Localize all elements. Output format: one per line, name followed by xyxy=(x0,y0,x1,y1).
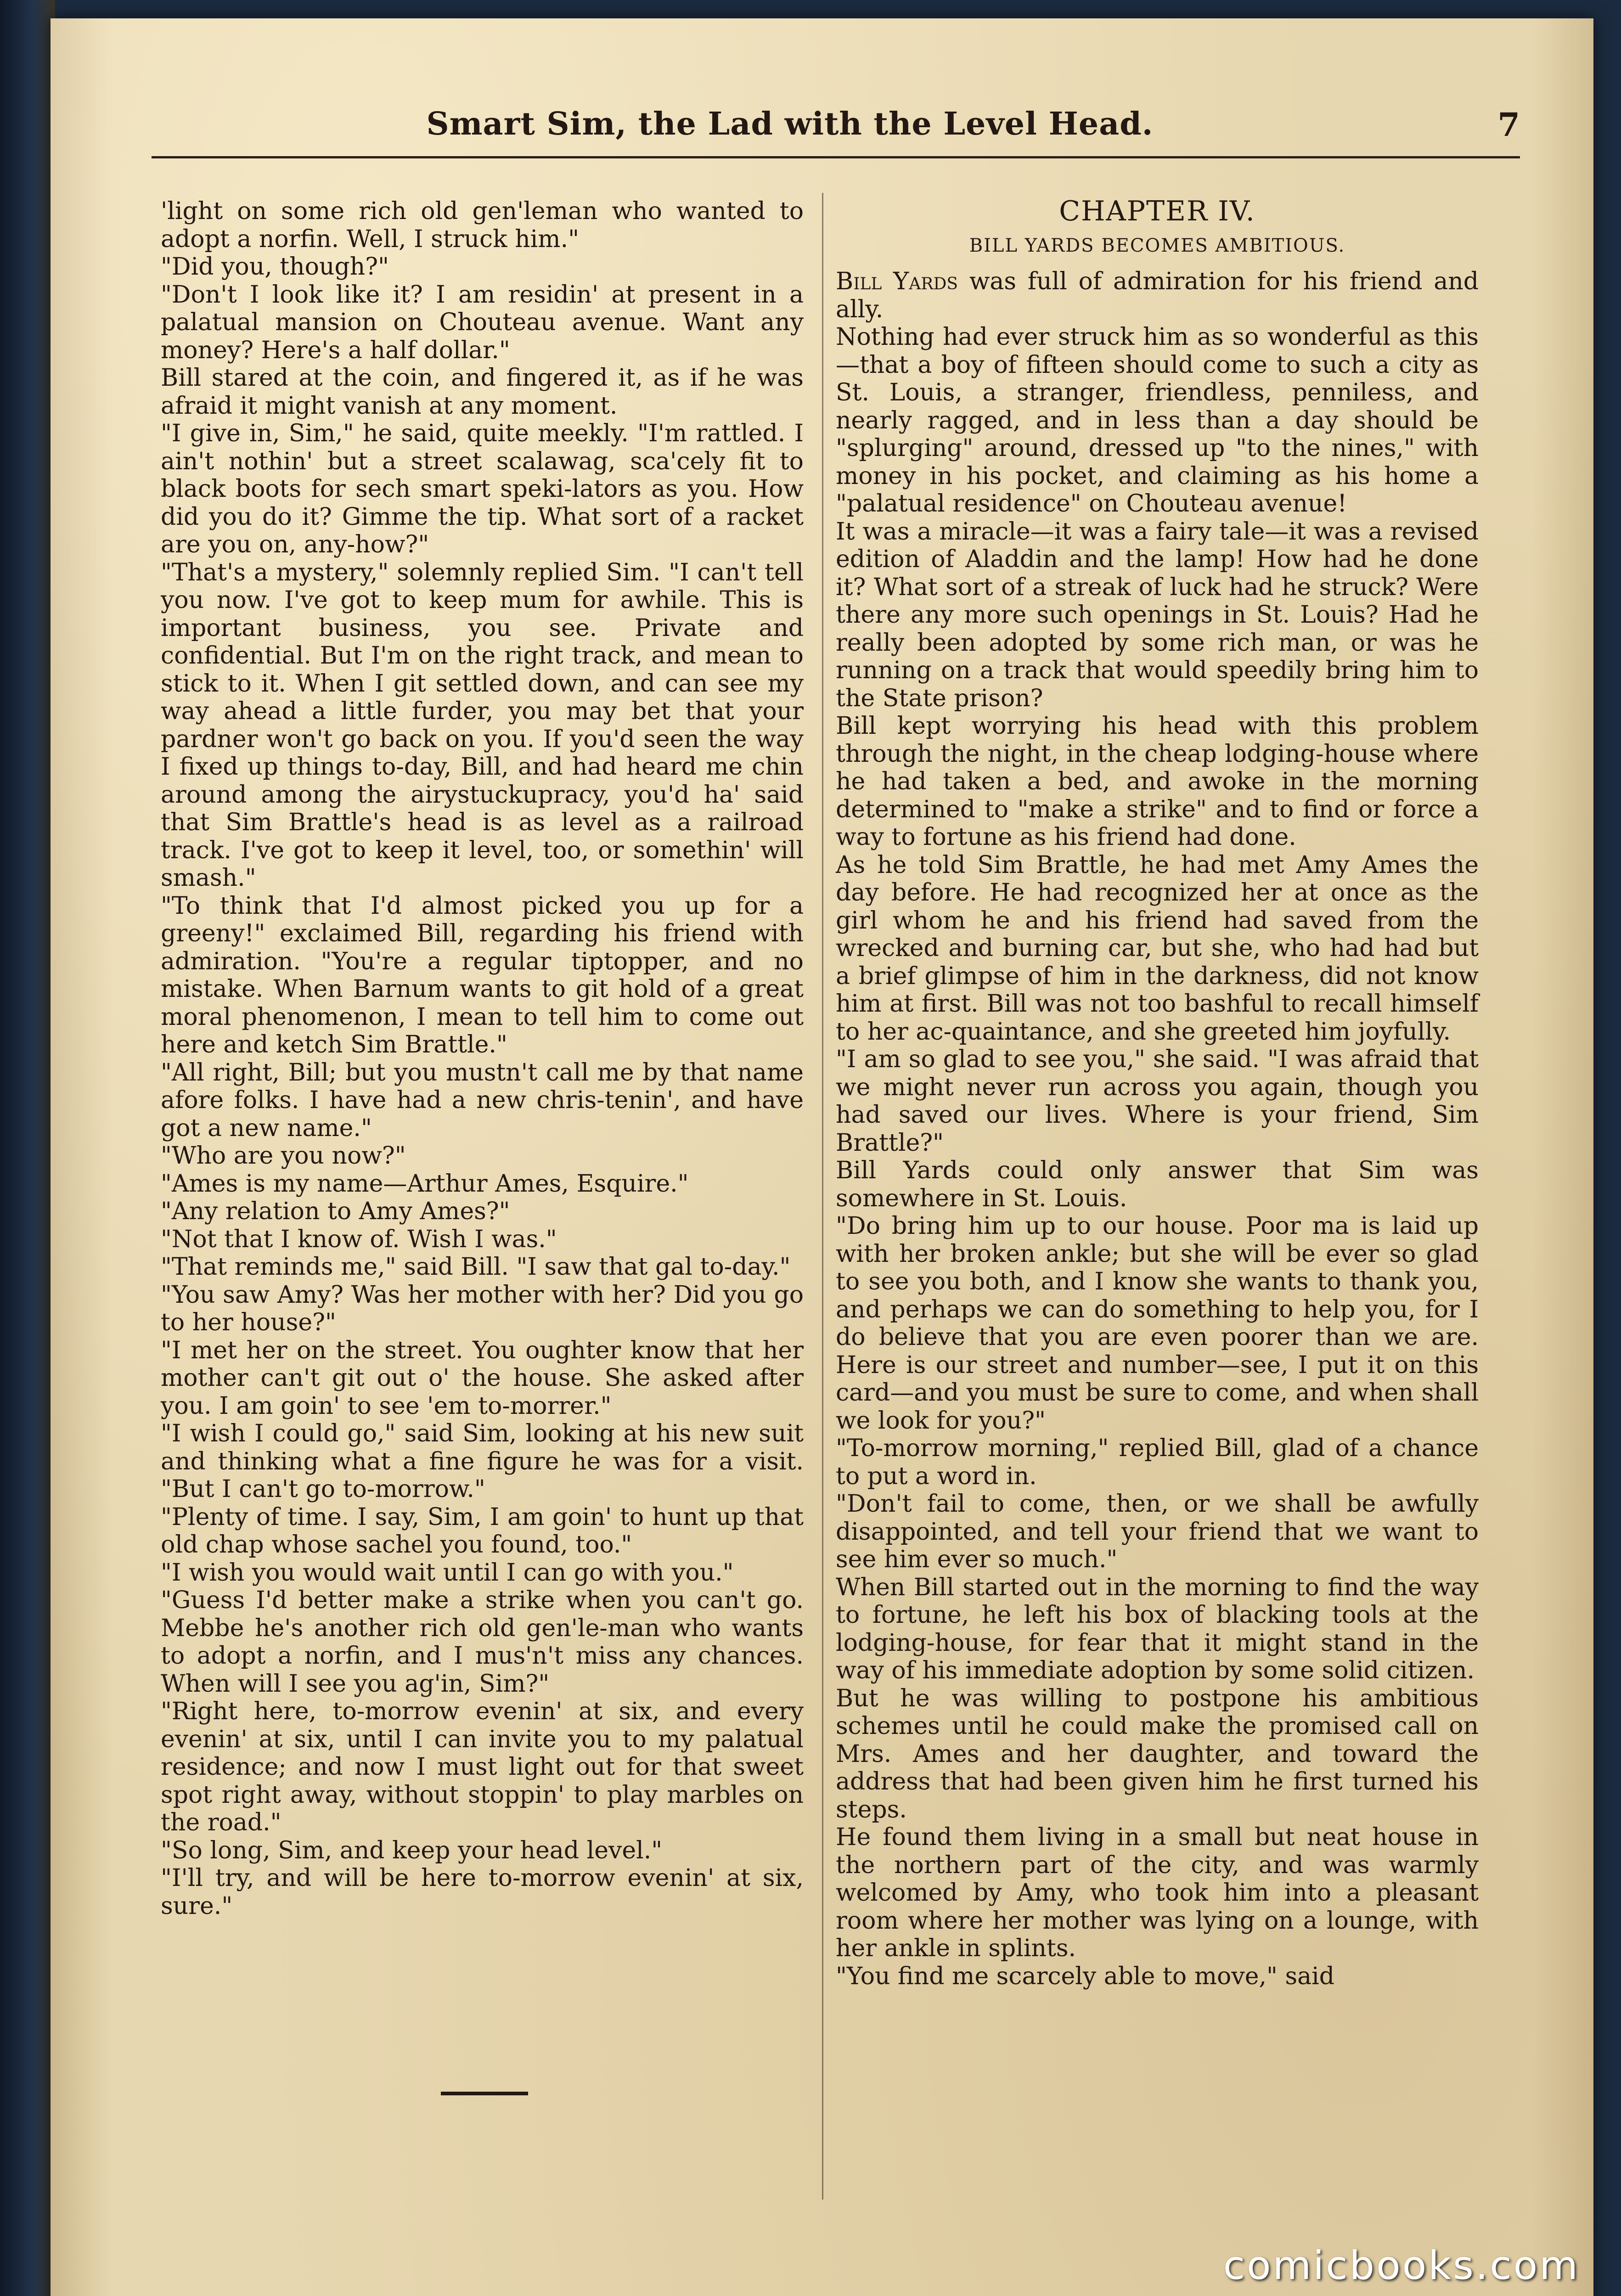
paragraph: "Guess I'd better make a strike when you can't go. Mebbe he's another rich old gen'le-man who wants to adopt a norfin, and I mus'n't miss any chances. When will I see you ag'in, Sim?" xyxy=(161,1587,804,1698)
paragraph: "Not that I know of. Wish I was." xyxy=(161,1225,557,1253)
paragraph: When Bill started out in the morning to find the way to fortune, he left his box of blacking tools at the lodging-house, for fear that it might stand in the way of his immediate adoption by some solid citizen. xyxy=(836,1573,1479,1684)
paragraph: "Any relation to Amy Ames?" xyxy=(161,1198,510,1225)
paragraph: "I'll try, and will be here to-morrow evenin' at six, sure." xyxy=(161,1864,804,1920)
paragraph: "That's a mystery," solemnly replied Sim. "I can't tell you now. I've got to keep mum for awhile. This is important business, you see. Private and confidential. But I'm on the right track, and mean to stick to it. When I git settled down, and can see my way ahead a little furder, you may bet that your pardner won't go back on you. If you'd seen the way I fixed up things to-day, Bill, and had heard me chin around among the airystuckupracy, you'd ha' said that Sim Brattle's head is as level as a railroad track. I've got to keep it level, too, or somethin' will smash." xyxy=(161,558,804,892)
book-binding xyxy=(0,0,55,2296)
paragraph: "To-morrow morning," replied Bill, glad of a chance to put a word in. xyxy=(836,1435,1479,1490)
page-header xyxy=(152,92,1520,161)
paragraph: Bill kept worrying his head with this problem through the night, in the cheap lodging-house where he had taken a bed, and awoke in the morning determined to "make a strike" and to find or force a way to fortune as his friend had done. xyxy=(836,712,1479,851)
paragraph: As he told Sim Brattle, he had met Amy Ames the day before. He had recognized her at once as the girl whom he and his friend had saved from the wrecked and burning car, but she, who had had but a brief glimpse of him in the darkness, did not know him at first. Bill was not too bashful to recall himself to her ac-quaintance, and she greeted him joyfully. xyxy=(836,851,1479,1046)
column-divider xyxy=(822,193,823,2200)
paragraph: Bill stared at the coin, and fingered it, as if he was afraid it might vanish at any moment. xyxy=(161,364,804,420)
paragraph: "Don't I look like it? I am residin' at present in a palatual mansion on Chouteau avenue. Want any money? Here's a half dollar." xyxy=(161,281,804,364)
paragraph: "Right here, to-morrow evenin' at six, and every evenin' at six, until I can invite you to my palatual residence; and now I must light out for that sweet spot right away, without stoppin' to play marbles on the road." xyxy=(161,1698,804,1836)
running-title: Smart Sim, the Lad with the Level Head. xyxy=(426,106,1154,142)
paragraph: "Who are you now?" xyxy=(161,1142,406,1170)
paragraph: "I am so glad to see you," she said. "I was afraid that we might never run across you again, though you had saved our lives. Where is your friend, Sim Brattle?" xyxy=(836,1046,1479,1157)
paragraph: He found them living in a small but neat house in the northern part of the city, and was warmly welcomed by Amy, who took him into a pleasant room where her mother was lying on a lounge, with her ankle in splints. xyxy=(836,1823,1479,1962)
site-watermark: comicbooks.com xyxy=(1223,2243,1580,2289)
chapter-lead-text: was full of admiration for his friend and ally. xyxy=(836,268,1479,323)
section-end-rule xyxy=(441,2092,528,2095)
paragraph: "That reminds me," said Bill. "I saw that gal to-day." xyxy=(161,1253,791,1281)
paragraph: "Plenty of time. I say, Sim, I am goin' to hunt up that old chap whose sachel you found, too." xyxy=(161,1503,804,1559)
paragraph: It was a miracle—it was a fairy tale—it was a revised edition of Aladdin and the lamp! How had he done it? What sort of a streak of luck had he struck? Were there any more such openings in St. Louis? Had he really been adopted by some rich man, or was he running on a track that would speedily bring him to the State prison? xyxy=(836,518,1479,712)
header-rule xyxy=(152,156,1520,158)
paragraph: "So long, Sim, and keep your head level." xyxy=(161,1836,663,1864)
page-number: 7 xyxy=(1497,106,1520,144)
paragraph: "I wish you would wait until I can go with you." xyxy=(161,1559,734,1587)
paragraph: 'light on some rich old gen'leman who wanted to adopt a norfin. Well, I struck him." xyxy=(161,197,804,253)
paragraph: Bill Yards could only answer that Sim was somewhere in St. Louis. xyxy=(836,1157,1479,1212)
paragraph: "You saw Amy? Was her mother with her? Did you go to her house?" xyxy=(161,1281,804,1336)
paragraph: Nothing had ever struck him as so wonderful as this—that a boy of fifteen should come to such a city as St. Louis, a stranger, friendless, penniless, and nearly ragged, and in less than a day should be "splurging" around, dressed up "to the nines," with money in his pocket, and claiming as his home a "palatual residence" on Chouteau avenue! xyxy=(836,323,1479,518)
chapter-title: CHAPTER IV. xyxy=(1059,195,1255,227)
paragraph: "All right, Bill; but you mustn't call me by that name afore folks. I have had a new chris-tenin', and have got a new name." xyxy=(161,1058,804,1142)
paragraph: "I wish I could go," said Sim, looking at his new suit and thinking what a fine figure he was for a visit. "But I can't go to-morrow." xyxy=(161,1420,804,1503)
paragraph: But he was willing to postpone his ambitious schemes until he could make the promised call on Mrs. Ames and her daughter, and toward the address that had been given him he first turned his steps. xyxy=(836,1684,1479,1823)
paragraph: "Ames is my name—Arthur Ames, Esquire." xyxy=(161,1170,689,1198)
paragraph: "I met her on the street. You oughter know that her mother can't git out o' the house. She asked after you. I am goin' to see 'em to-morrer." xyxy=(161,1336,804,1420)
paragraph: "Don't fail to come, then, or we shall be awfully disappointed, and tell your friend that we want to see him ever so much." xyxy=(836,1490,1479,1573)
chapter-opening-paragraph xyxy=(836,268,1479,323)
paragraph: "To think that I'd almost picked you up for a greeny!" exclaimed Bill, regarding his friend with admiration. "You're a regular tiptopper, and no mistake. When Barnum wants to git hold of a great moral phenomenon, I mean to tell him to come out here and ketch Sim Brattle." xyxy=(161,892,804,1058)
left-column xyxy=(161,197,804,1920)
paragraph: "Did you, though?" xyxy=(161,253,389,281)
paragraph: "I give in, Sim," he said, quite meekly. "I'm rattled. I ain't nothin' but a street scalawag, sca'cely fit to black boots for sech smart speki-lators as you. How did you do it? Gimme the tip. What sort of a racket are you on, any-how?" xyxy=(161,420,804,558)
right-column xyxy=(836,197,1479,1990)
chapter-lead-words: Bill Yards xyxy=(836,268,958,295)
chapter-subtitle: BILL YARDS BECOMES AMBITIOUS. xyxy=(969,235,1345,256)
paragraph: "Do bring him up to our house. Poor ma is laid up with her broken ankle; but she will be ever so glad to see you both, and I know she wants to thank you, and perhaps we can do something to help you, for I do believe that you are even poorer than we are. Here is our street and number—see, I put it on this card—and you must be sure to come, and when shall we look for you?" xyxy=(836,1212,1479,1435)
paragraph: "You find me scarcely able to move," said xyxy=(836,1962,1335,1990)
